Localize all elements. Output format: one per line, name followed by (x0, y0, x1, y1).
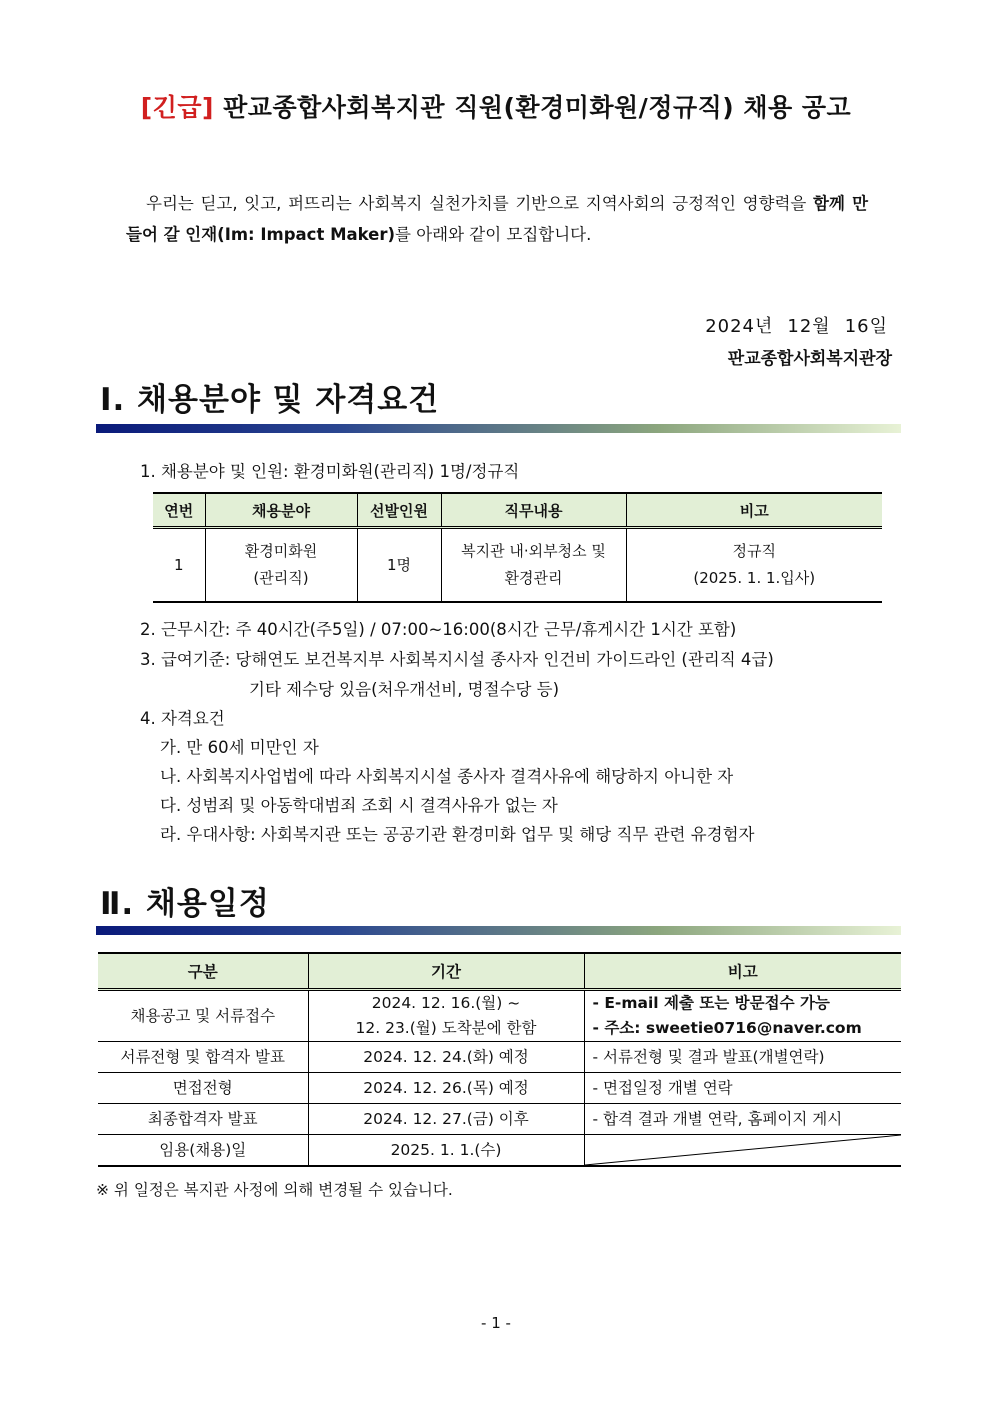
col-header: 채용분야 (205, 493, 357, 528)
organization-signature: 판교종합사회복지관장 (727, 349, 892, 369)
page-number: - 1 - (481, 1314, 511, 1332)
announcement-date (705, 312, 888, 338)
table-header-row (98, 953, 901, 990)
section1-title: Ⅰ. 채용분야 및 자격요건 (100, 382, 440, 418)
table-row (98, 1135, 901, 1167)
email-address: - 주소: sweetie0716@naver.com (592, 1019, 862, 1037)
schedule-table (98, 952, 901, 1167)
note-line-1: - E-mail 제출 또는 방문접수 가능 (592, 994, 830, 1012)
title-text: 판교종합사회복지관 직원(환경미화원/정규직) 채용 공고 (223, 93, 852, 122)
period-line-2: 12. 23.(월) 도착분에 한함 (355, 1019, 537, 1037)
col-header: 비고 (584, 953, 901, 990)
cell-period: 2024. 12. 27.(금) 이후 (308, 1104, 584, 1135)
item1-recruitment: 1. 채용분야 및 인원: 환경미화원(관리직) 1명/정규직 (140, 462, 520, 481)
duty-line-1: 복지관 내·외부청소 및 (461, 542, 606, 560)
cell-count: 1명 (357, 528, 441, 603)
col-header: 구분 (98, 953, 308, 990)
qualification-item: 다. 성범죄 및 아동학대범죄 조회 시 결격사유가 없는 자 (160, 796, 558, 815)
cell-period: 2024. 12. 26.(목) 예정 (308, 1073, 584, 1104)
item3-salary: 3. 급여기준: 당해연도 보건복지부 사회복지시설 종사자 인건비 가이드라인 (관리직 4급) (140, 650, 774, 669)
cell-duty (441, 528, 626, 603)
cell-note: - 서류전형 및 결과 발표(개별연락) (584, 1042, 901, 1073)
qualification-item: 라. 우대사항: 사회복지관 또는 공공기관 환경미화 업무 및 해당 직무 관련 유경험자 (160, 825, 755, 844)
item4-qualifications: 4. 자격요건 (140, 709, 225, 728)
table-row (98, 990, 901, 1042)
section1-divider (96, 424, 901, 433)
schedule-footnote: ※ 위 일정은 복지관 사정에 의해 변경될 수 있습니다. (96, 1181, 453, 1199)
table-header-row (153, 493, 882, 528)
qualification-item: 나. 사회복지사업법에 따라 사회복지시설 종사자 결격사유에 해당하지 아니한 자 (160, 767, 734, 786)
table-row (98, 1042, 901, 1073)
table-row (98, 1104, 901, 1135)
item2-hours: 2. 근무시간: 주 40시간(주5일) / 07:00~16:00(8시간 근무/휴게시간 1시간 포함) (140, 620, 737, 639)
field-line-2: (관리직) (253, 569, 309, 587)
note-line-1: 정규직 (732, 542, 776, 560)
recruitment-table (153, 492, 882, 603)
intro-text-2: 를 아래와 같이 모집합니다. (395, 225, 592, 244)
period-line-1: 2024. 12. 16.(월) ~ (371, 994, 521, 1012)
duty-line-2: 환경관리 (504, 569, 563, 587)
field-line-1: 환경미화원 (244, 542, 318, 560)
cell-empty-diagonal (584, 1135, 901, 1167)
cell-no: 1 (153, 528, 205, 603)
cell-period (308, 990, 584, 1042)
intro-bold: 함께 만들어 갈 인재(Im: Impact Maker) (126, 194, 869, 244)
cell-period: 2025. 1. 1.(수) (308, 1135, 584, 1167)
cell-stage: 면접전형 (98, 1073, 308, 1104)
item3-salary-cont: 기타 제수당 있음(처우개선비, 명절수당 등) (249, 680, 560, 699)
col-header: 직무내용 (441, 493, 626, 528)
cell-note (584, 990, 901, 1042)
cell-stage: 채용공고 및 서류접수 (98, 990, 308, 1042)
cell-stage: 임용(채용)일 (98, 1135, 308, 1167)
cell-field (205, 528, 357, 603)
cell-stage: 최종합격자 발표 (98, 1104, 308, 1135)
date-day: 16일 (844, 316, 888, 337)
section2-title: Ⅱ. 채용일정 (100, 886, 270, 922)
cell-note: - 면접일정 개별 연락 (584, 1073, 901, 1104)
col-header: 기간 (308, 953, 584, 990)
date-year: 2024년 (705, 316, 774, 337)
cell-period: 2024. 12. 24.(화) 예정 (308, 1042, 584, 1073)
intro-paragraph (126, 188, 868, 250)
col-header: 연번 (153, 493, 205, 528)
col-header: 선발인원 (357, 493, 441, 528)
cell-stage: 서류전형 및 합격자 발표 (98, 1042, 308, 1073)
diagonal-line (585, 1135, 902, 1165)
note-line-2: (2025. 1. 1.입사) (693, 569, 816, 587)
date-month: 12월 (787, 316, 831, 337)
col-header: 비고 (626, 493, 882, 528)
section2-divider (96, 926, 901, 935)
cell-note (626, 528, 882, 603)
page-title (0, 88, 992, 124)
intro-text-1: 우리는 딛고, 잇고, 퍼뜨리는 사회복지 실천가치를 기반으로 지역사회의 긍정적인 영향력을 (146, 194, 807, 213)
qualification-item: 가. 만 60세 미만인 자 (160, 738, 319, 757)
cell-note: - 합격 결과 개별 연락, 홈페이지 게시 (584, 1104, 901, 1135)
urgent-tag: [긴급] (140, 93, 214, 122)
table-row (153, 528, 882, 603)
table-row (98, 1073, 901, 1104)
